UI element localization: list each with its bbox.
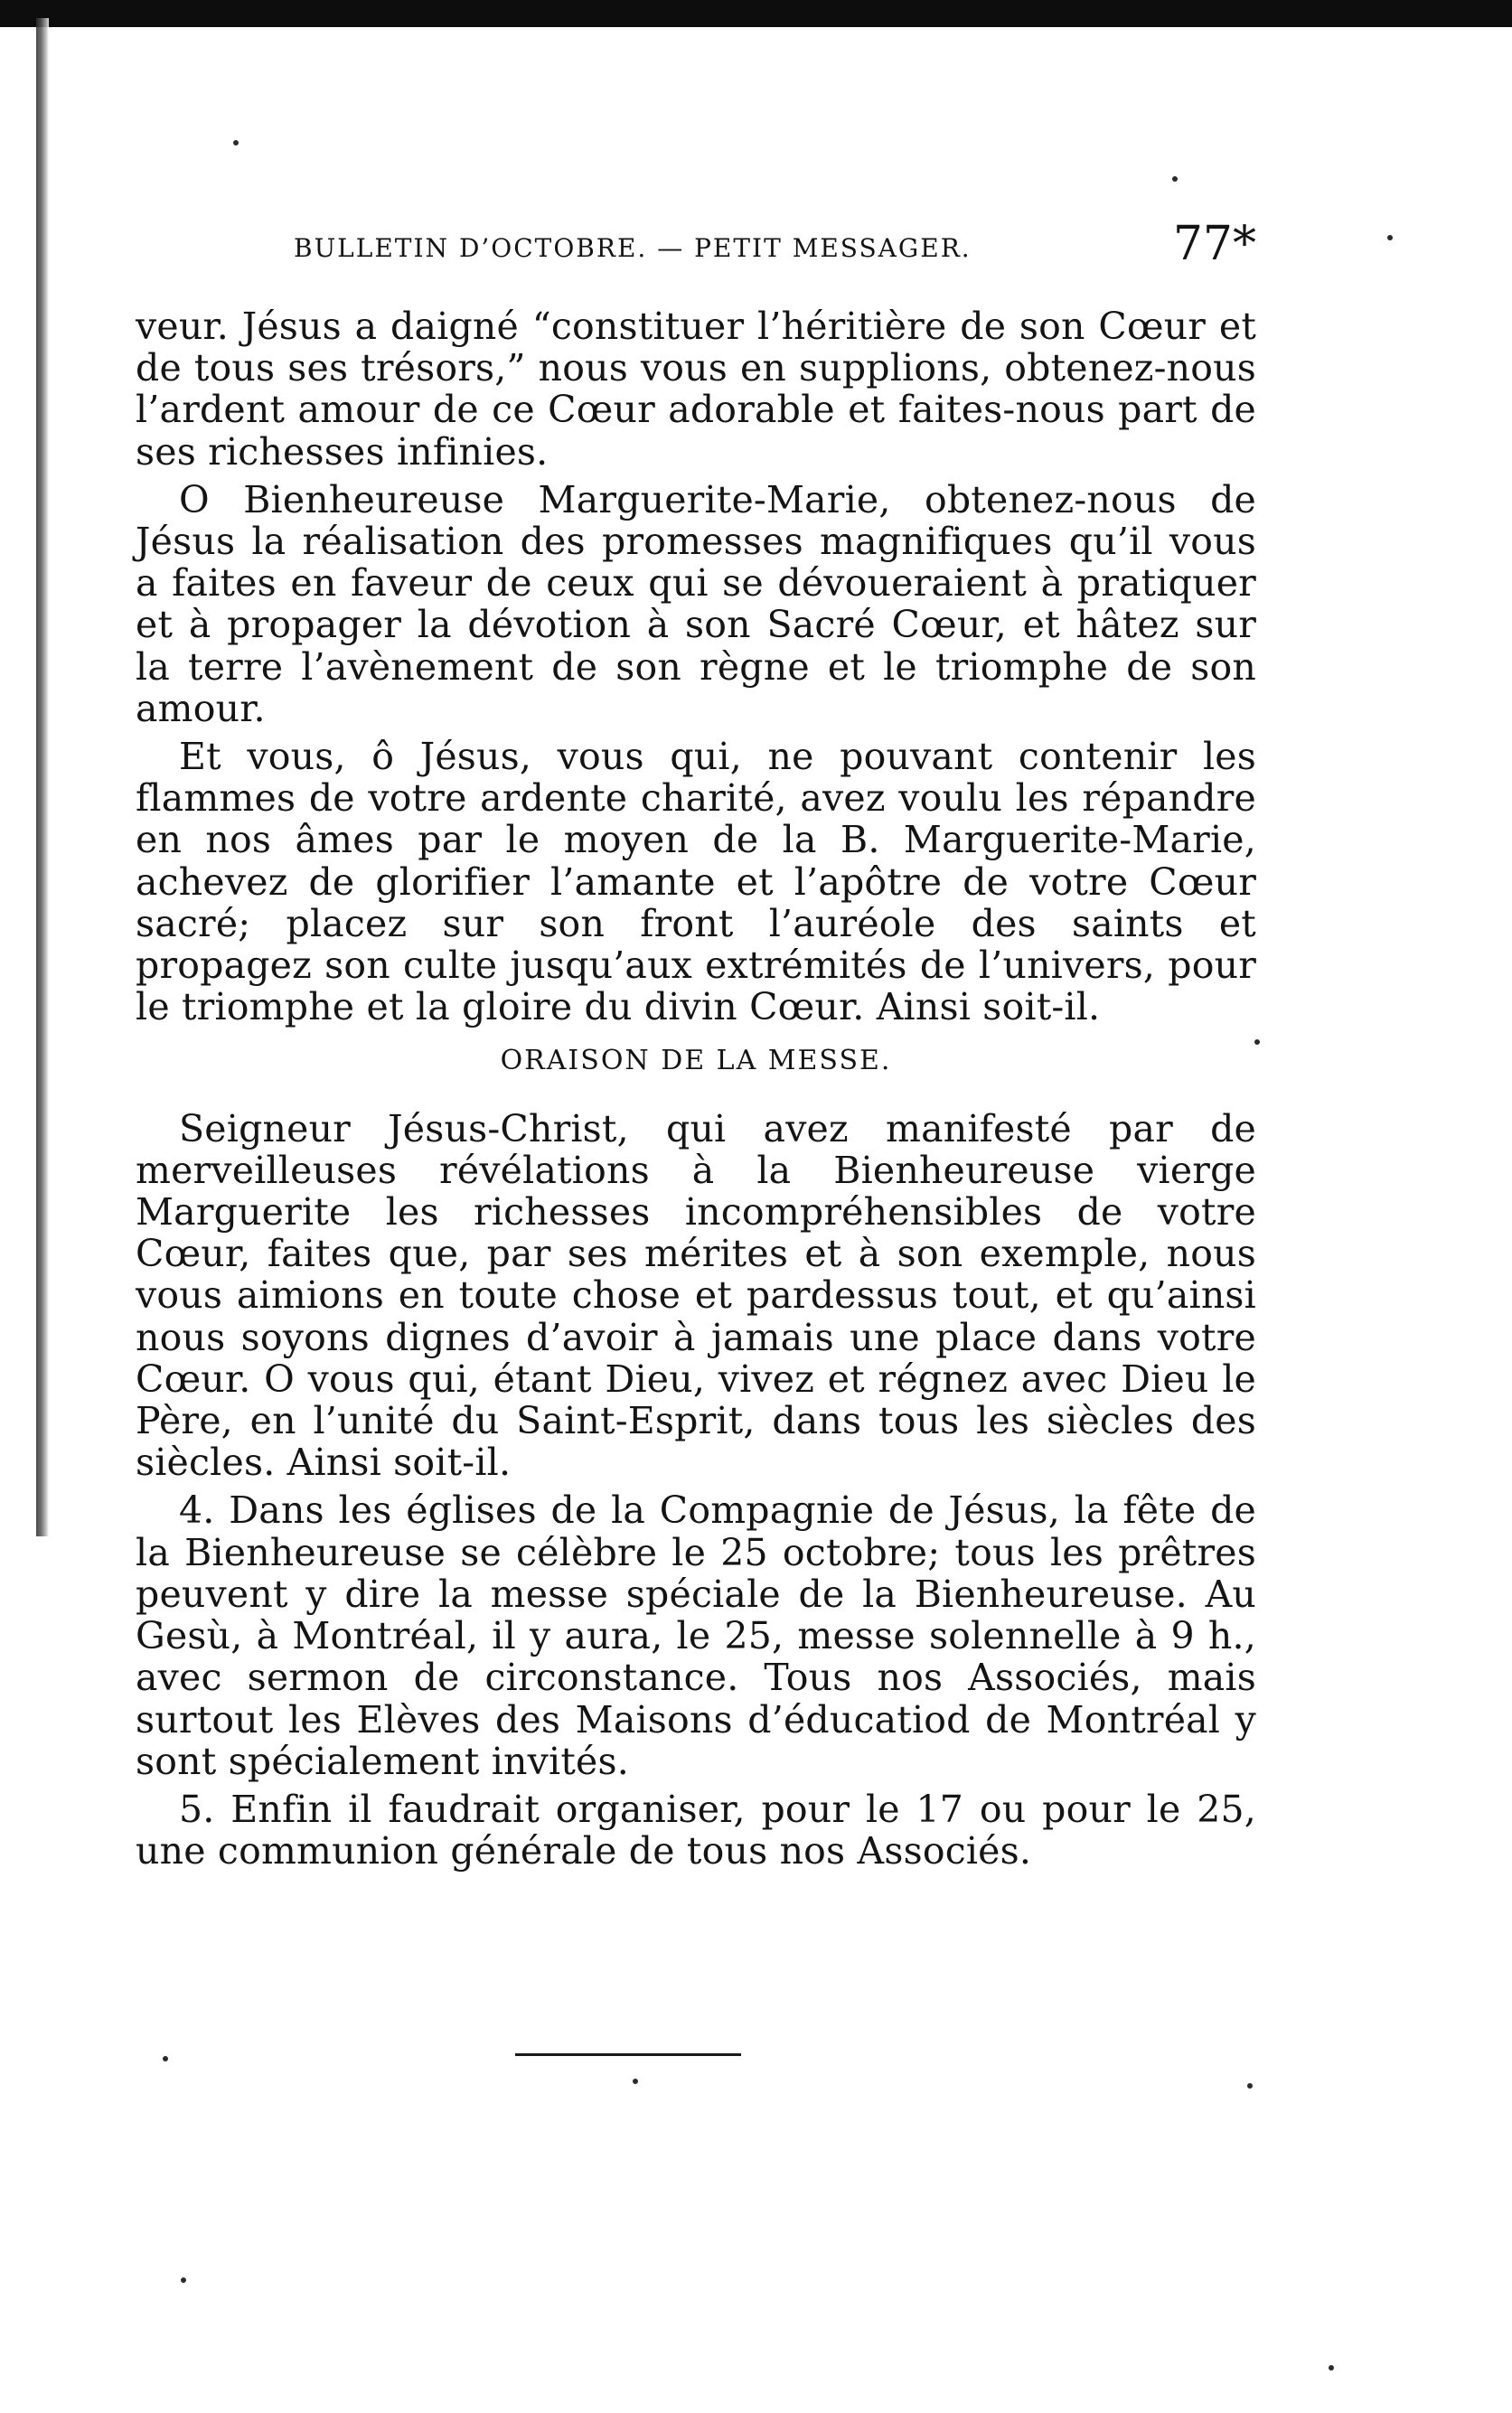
paragraph-oraison: Seigneur Jésus-Christ, qui avez manifesté par de merveilleuses révélations à la Bienheureuse vierge Marguerite les richesses incompréhensibles de votre Cœur, faites que, par ses mérites et à son exemple, nous vous aimions en toute chose et pardessus tout, et qu’ainsi nous soyons dignes d’avoir à jamais une place dans votre Cœur. O vous qui, étant Dieu, vivez et régnez avec Dieu le Père, en l’unité du Saint-Esprit, dans tous les siècles des siècles. Ainsi soit-il. (136, 1106, 1256, 1485)
print-speck (1329, 2365, 1334, 2371)
paragraph-item-4: 4. Dans les églises de la Compagnie de Jésus, la fête de la Bienheureuse se célèbre le 25 octobre; tous les prêtres peuvent y dire la messe spéciale de la Bienheureuse. Au Gesù, à Montréal, il y aura, le 25, messe solennelle à 9 h., avec sermon de circonstance. Tous nos Associés, mais surtout les Elèves des Maisons d’éducatiod de Montréal y sont spécialement invités. (136, 1488, 1256, 1783)
ornamental-rule (515, 2053, 741, 2056)
print-speck (1247, 2083, 1253, 2089)
book-page (136, 217, 1256, 1878)
print-speck (181, 2277, 186, 2283)
paragraph-invocation-marguerite: O Bienheureuse Marguerite-Marie, obtenez-nous de Jésus la réalisation des promesses magnifiques qu’il vous a faites en faveur de ceux qui se dévoueraient à pratiquer et à propager la dévotion à son Sacré Cœur, et hâtez sur la terre l’avènement de son règne et le triomphe de son amour. (136, 477, 1256, 730)
section-heading: ORAISON DE LA MESSE. (500, 1045, 892, 1077)
print-speck (633, 2079, 638, 2084)
print-speck (1172, 176, 1178, 182)
body-text (136, 305, 1256, 1872)
running-head (136, 217, 1256, 280)
print-speck (1387, 235, 1393, 240)
paragraph-item-5: 5. Enfin il faudrait organiser, pour le 17 ou pour le 25, une communion générale de tous nos Associés. (136, 1787, 1256, 1873)
paragraph-continuation: veur. Jésus a daigné “constituer l’héritière de son Cœur et de tous ses trésors,” nous vous en supplions, obtenez-nous l’ardent amour de ce Cœur adorable et faites-nous part de ses richesses infinies. (136, 305, 1256, 474)
top-border-rule (0, 0, 1512, 27)
binding-edge-shadow (36, 18, 49, 1536)
print-speck (1254, 1039, 1260, 1045)
paragraph-invocation-jesus: Et vous, ô Jésus, vous qui, ne pouvant contenir les flammes de votre ardente charité, avez voulu les répandre en nos âmes par le moyen de la B. Marguerite-Marie, achevez de glorifier l’amante et l’apôtre de votre Cœur sacré; placez sur son front l’auréole des saints et propagez son culte jusqu’aux extrémités de l’univers, pour le triomphe et la gloire du divin Cœur. Ainsi soit-il. (136, 735, 1256, 1029)
print-speck (163, 2056, 168, 2061)
print-speck (233, 140, 239, 146)
running-title: BULLETIN D’OCTOBRE. — PETIT MESSAGER. (294, 233, 972, 263)
page-number: 77* (1172, 217, 1256, 271)
